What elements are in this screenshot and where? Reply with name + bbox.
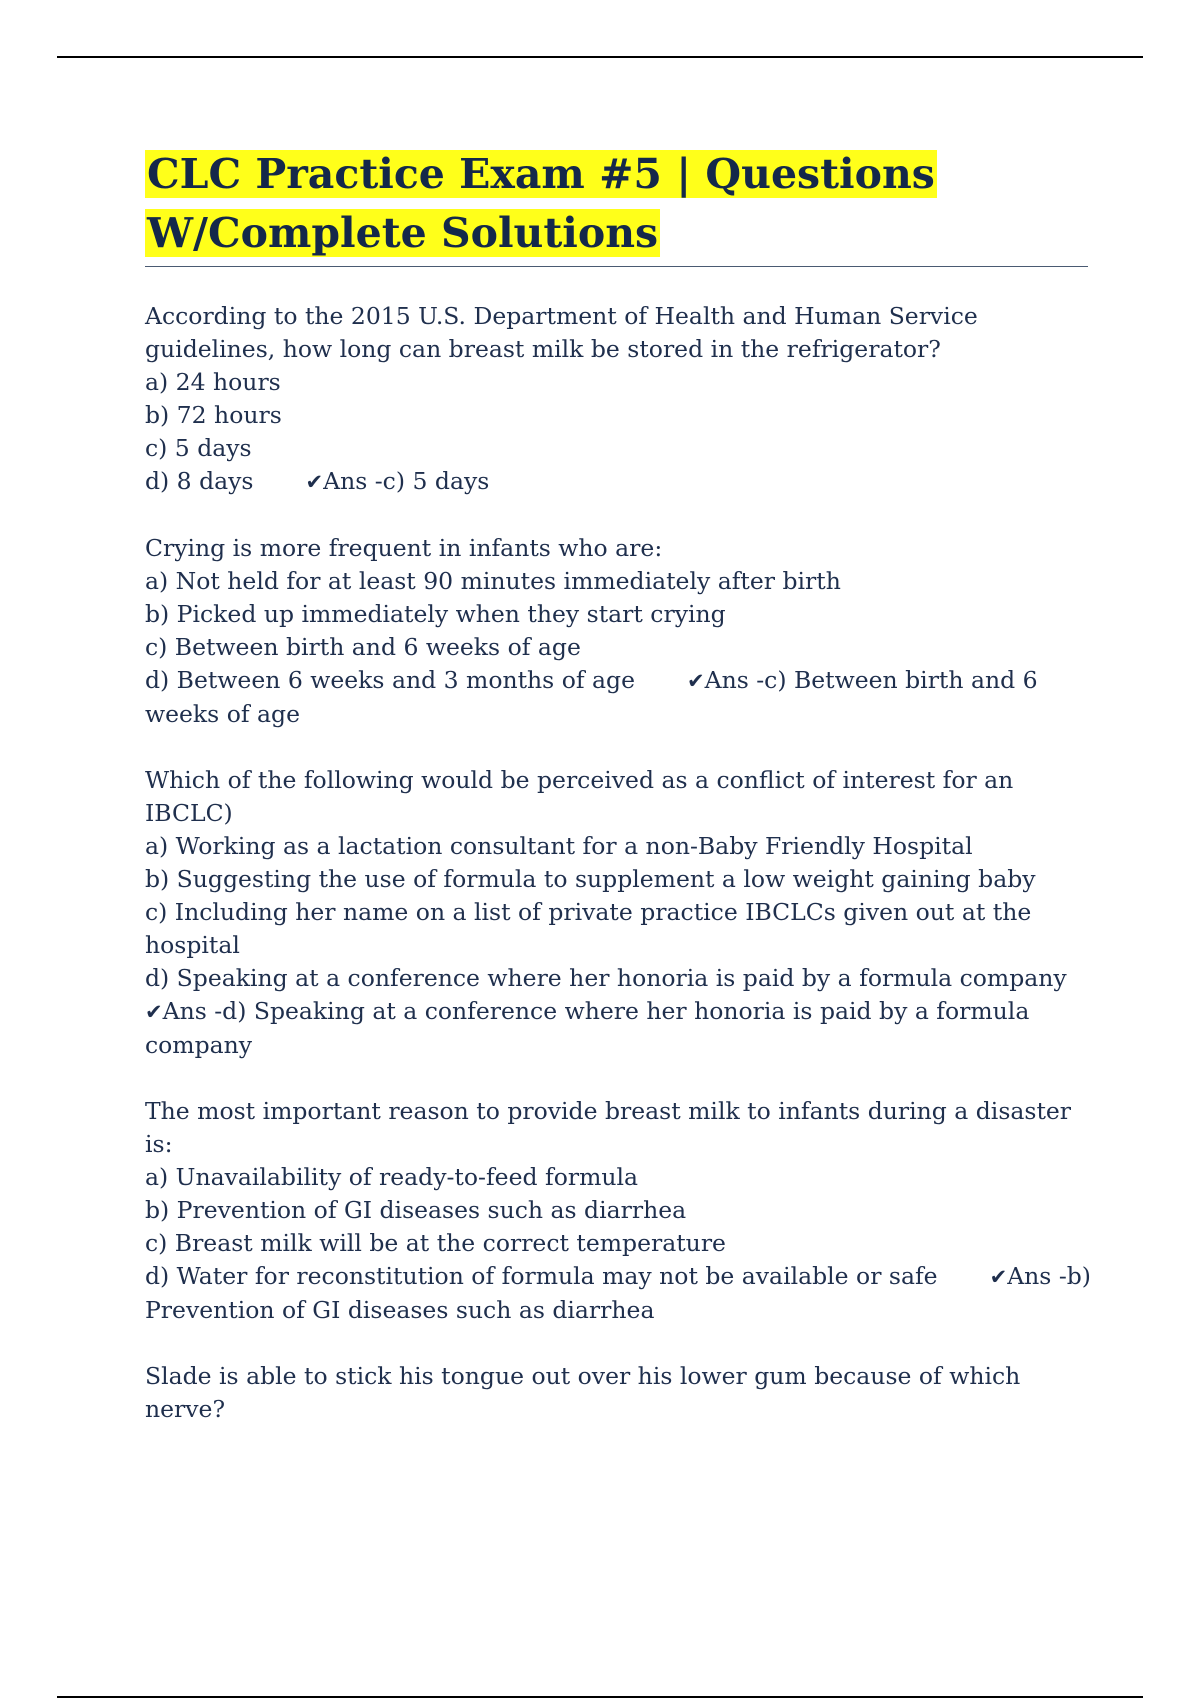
option-a: a) Not held for at least 90 minutes immediately after birth [145, 567, 841, 595]
question-block-3 [145, 764, 1095, 1062]
question-text: The most important reason to provide breast milk to infants during a disaster is: [145, 1097, 1072, 1158]
answer [145, 995, 1095, 1062]
option-a: a) Working as a lactation consultant for a non-Baby Friendly Hospital [145, 832, 973, 860]
answer-text: Ans -d) Speaking at a conference where her honoria is paid by a formula company [145, 997, 1030, 1059]
question-text: Crying is more frequent in infants who are: [145, 534, 663, 562]
option-c: c) Including her name on a list of private practice IBCLCs given out at the hospital [145, 898, 1032, 959]
option-d: d) Speaking at a conference where her honoria is paid by a formula company [145, 964, 1067, 992]
question-list [145, 300, 1095, 1459]
checkmark-icon: ✔ [305, 470, 324, 494]
question-block-1 [145, 300, 1095, 499]
title-underline-rule [145, 266, 1088, 267]
title-highlight-line-1: CLC Practice Exam #5 | Questions [147, 150, 935, 198]
title-highlight-line-2: W/Complete Solutions [147, 209, 659, 257]
option-d-with-answer [145, 664, 1095, 731]
document-title [145, 145, 1095, 263]
page-bottom-rule [57, 1696, 1143, 1698]
option-c: c) 5 days [145, 434, 252, 462]
answer [254, 467, 490, 495]
option-d-with-answer [145, 465, 1095, 499]
checkmark-icon: ✔ [145, 1000, 163, 1024]
option-a: a) 24 hours [145, 368, 281, 396]
question-text: According to the 2015 U.S. Department of Health and Human Service guidelines, how long can breast milk be stored in the refrigerator? [145, 302, 978, 363]
option-c: c) Breast milk will be at the correct temperature [145, 1229, 726, 1257]
answer-text: Ans -b) Prevention of GI diseases such as diarrhea [145, 1262, 1091, 1324]
option-d: d) Water for reconstitution of formula may not be available or safe [145, 1262, 938, 1290]
option-d-with-answer [145, 1260, 1095, 1327]
option-d: d) 8 days [145, 467, 254, 495]
option-b: b) Picked up immediately when they start crying [145, 600, 726, 628]
page-top-rule [57, 56, 1143, 58]
answer-text: Ans -c) Between birth and 6 weeks of age [145, 666, 1038, 728]
question-text: Which of the following would be perceived as a conflict of interest for an IBCLC) [145, 766, 1014, 827]
question-block-4 [145, 1095, 1095, 1327]
option-b: b) Prevention of GI diseases such as diarrhea [145, 1196, 687, 1224]
option-d: d) Between 6 weeks and 3 months of age [145, 666, 635, 694]
question-block-2 [145, 532, 1095, 731]
answer-text: Ans -c) 5 days [323, 467, 490, 495]
checkmark-icon: ✔ [989, 1265, 1008, 1289]
question-text: Slade is able to stick his tongue out over his lower gum because of which nerve? [145, 1362, 1021, 1423]
option-b: b) Suggesting the use of formula to supplement a low weight gaining baby [145, 865, 1036, 893]
option-c: c) Between birth and 6 weeks of age [145, 633, 581, 661]
option-a: a) Unavailability of ready-to-feed formula [145, 1163, 639, 1191]
checkmark-icon: ✔ [687, 669, 705, 693]
option-b: b) 72 hours [145, 401, 282, 429]
question-block-5 [145, 1360, 1095, 1426]
